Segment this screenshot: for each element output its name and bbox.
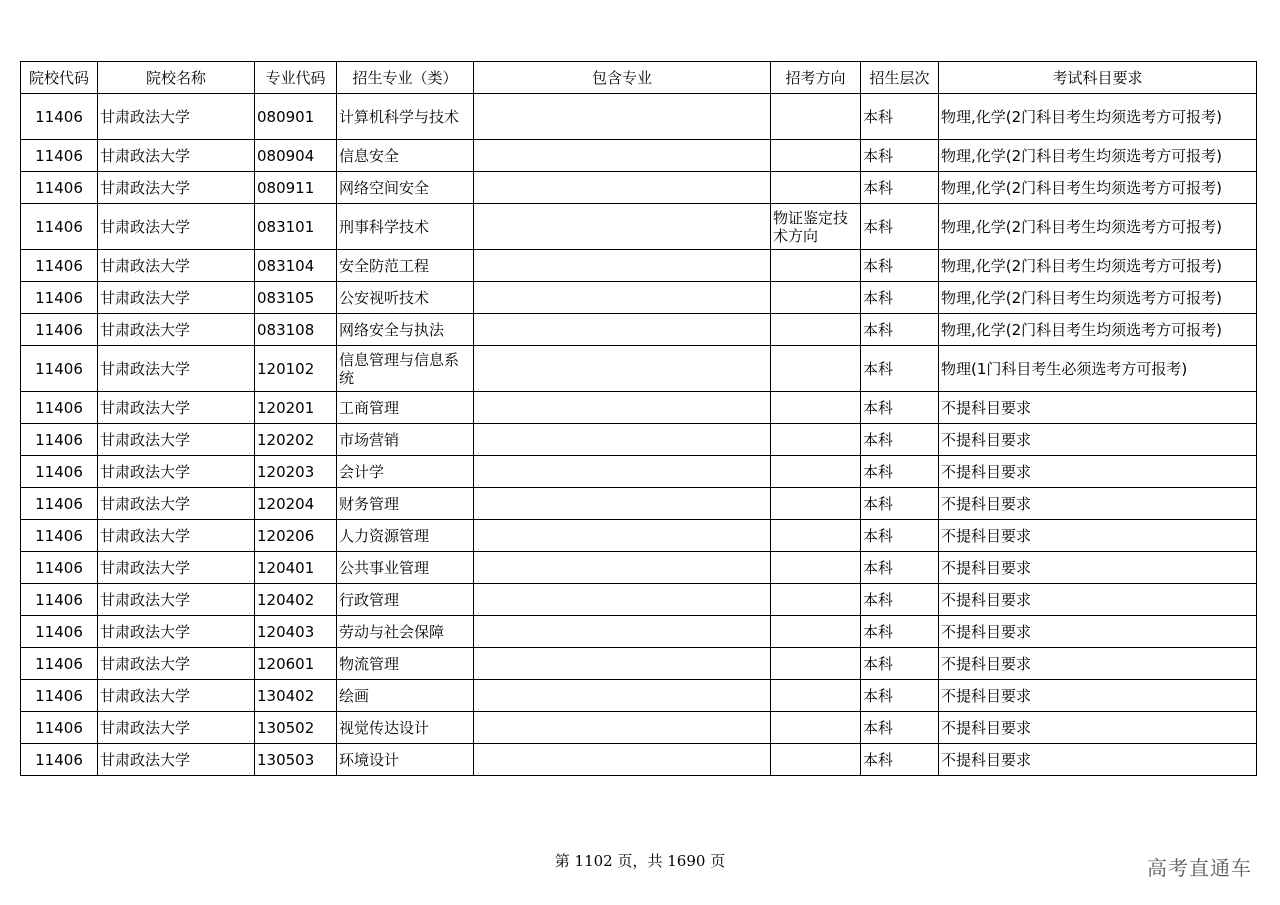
- cell-school-code: 11406: [21, 172, 98, 204]
- cell-direction: [771, 648, 861, 680]
- table-row: [21, 172, 1257, 204]
- cell-school-name: 甘肃政法大学: [98, 456, 255, 488]
- table-row: [21, 282, 1257, 314]
- cell-subject-requirement: 不提科目要求: [939, 520, 1257, 552]
- cell-included-majors: [474, 680, 771, 712]
- cell-major-category: 计算机科学与技术: [337, 94, 474, 140]
- cell-subject-requirement: 不提科目要求: [939, 488, 1257, 520]
- cell-level: 本科: [861, 520, 939, 552]
- cell-direction: [771, 424, 861, 456]
- cell-school-code: 11406: [21, 744, 98, 776]
- cell-school-code: 11406: [21, 680, 98, 712]
- cell-included-majors: [474, 392, 771, 424]
- cell-level: 本科: [861, 712, 939, 744]
- table-row: [21, 520, 1257, 552]
- cell-subject-requirement: 不提科目要求: [939, 424, 1257, 456]
- cell-major-code: 120206: [255, 520, 337, 552]
- cell-major-category: 刑事科学技术: [337, 204, 474, 250]
- table-row: [21, 392, 1257, 424]
- cell-subject-requirement: 不提科目要求: [939, 616, 1257, 648]
- cell-major-category: 会计学: [337, 456, 474, 488]
- cell-school-code: 11406: [21, 712, 98, 744]
- cell-direction: [771, 250, 861, 282]
- cell-subject-requirement: 不提科目要求: [939, 392, 1257, 424]
- cell-major-category: 网络空间安全: [337, 172, 474, 204]
- cell-subject-requirement: 不提科目要求: [939, 456, 1257, 488]
- header-subject-requirement: 考试科目要求: [939, 62, 1257, 94]
- cell-school-name: 甘肃政法大学: [98, 204, 255, 250]
- cell-major-code: 120204: [255, 488, 337, 520]
- cell-school-name: 甘肃政法大学: [98, 250, 255, 282]
- cell-level: 本科: [861, 172, 939, 204]
- cell-major-category: 视觉传达设计: [337, 712, 474, 744]
- header-level: 招生层次: [861, 62, 939, 94]
- cell-level: 本科: [861, 204, 939, 250]
- cell-direction: [771, 616, 861, 648]
- cell-direction: [771, 314, 861, 346]
- cell-major-category: 信息安全: [337, 140, 474, 172]
- cell-level: 本科: [861, 648, 939, 680]
- enrollment-table: [20, 61, 1257, 776]
- cell-included-majors: [474, 648, 771, 680]
- cell-major-category: 人力资源管理: [337, 520, 474, 552]
- table-row: [21, 424, 1257, 456]
- cell-subject-requirement: 物理,化学(2门科目考生均须选考方可报考): [939, 140, 1257, 172]
- cell-subject-requirement: 不提科目要求: [939, 584, 1257, 616]
- cell-direction: [771, 140, 861, 172]
- cell-direction: [771, 488, 861, 520]
- cell-school-code: 11406: [21, 616, 98, 648]
- cell-subject-requirement: 物理,化学(2门科目考生均须选考方可报考): [939, 94, 1257, 140]
- cell-major-category: 工商管理: [337, 392, 474, 424]
- cell-school-name: 甘肃政法大学: [98, 680, 255, 712]
- cell-major-code: 120401: [255, 552, 337, 584]
- cell-school-name: 甘肃政法大学: [98, 392, 255, 424]
- cell-included-majors: [474, 282, 771, 314]
- table-row: [21, 648, 1257, 680]
- header-school-code: 院校代码: [21, 62, 98, 94]
- table-body: [21, 94, 1257, 776]
- header-school-name: 院校名称: [98, 62, 255, 94]
- cell-school-code: 11406: [21, 488, 98, 520]
- cell-direction: [771, 346, 861, 392]
- cell-school-name: 甘肃政法大学: [98, 648, 255, 680]
- table-row: [21, 712, 1257, 744]
- table-row: [21, 204, 1257, 250]
- cell-major-code: 120202: [255, 424, 337, 456]
- table-row: [21, 250, 1257, 282]
- cell-school-name: 甘肃政法大学: [98, 744, 255, 776]
- cell-school-name: 甘肃政法大学: [98, 616, 255, 648]
- cell-major-code: 120203: [255, 456, 337, 488]
- cell-included-majors: [474, 744, 771, 776]
- cell-direction: [771, 680, 861, 712]
- cell-direction: [771, 552, 861, 584]
- cell-included-majors: [474, 346, 771, 392]
- cell-major-code: 120403: [255, 616, 337, 648]
- cell-level: 本科: [861, 488, 939, 520]
- cell-major-code: 130502: [255, 712, 337, 744]
- cell-school-code: 11406: [21, 346, 98, 392]
- cell-included-majors: [474, 140, 771, 172]
- cell-subject-requirement: 物理,化学(2门科目考生均须选考方可报考): [939, 250, 1257, 282]
- cell-major-category: 绘画: [337, 680, 474, 712]
- page-number: 第 1102 页，共 1690 页: [554, 852, 726, 870]
- cell-school-name: 甘肃政法大学: [98, 520, 255, 552]
- cell-level: 本科: [861, 456, 939, 488]
- cell-direction: [771, 584, 861, 616]
- cell-included-majors: [474, 616, 771, 648]
- cell-direction: [771, 94, 861, 140]
- cell-included-majors: [474, 250, 771, 282]
- cell-school-code: 11406: [21, 520, 98, 552]
- cell-subject-requirement: 物理,化学(2门科目考生均须选考方可报考): [939, 172, 1257, 204]
- table-header-row: [21, 62, 1257, 94]
- cell-included-majors: [474, 488, 771, 520]
- table-row: [21, 552, 1257, 584]
- cell-school-name: 甘肃政法大学: [98, 712, 255, 744]
- cell-level: 本科: [861, 680, 939, 712]
- table-row: [21, 488, 1257, 520]
- cell-school-code: 11406: [21, 424, 98, 456]
- cell-subject-requirement: 不提科目要求: [939, 552, 1257, 584]
- cell-level: 本科: [861, 392, 939, 424]
- cell-major-category: 劳动与社会保障: [337, 616, 474, 648]
- cell-school-code: 11406: [21, 140, 98, 172]
- cell-major-code: 120402: [255, 584, 337, 616]
- table-row: [21, 314, 1257, 346]
- cell-level: 本科: [861, 140, 939, 172]
- cell-included-majors: [474, 520, 771, 552]
- cell-subject-requirement: 物理(1门科目考生必须选考方可报考): [939, 346, 1257, 392]
- cell-included-majors: [474, 424, 771, 456]
- table-row: [21, 680, 1257, 712]
- cell-school-name: 甘肃政法大学: [98, 94, 255, 140]
- header-direction: 招考方向: [771, 62, 861, 94]
- cell-major-code: 080901: [255, 94, 337, 140]
- cell-major-category: 财务管理: [337, 488, 474, 520]
- cell-major-category: 公安视听技术: [337, 282, 474, 314]
- table-row: [21, 94, 1257, 140]
- cell-included-majors: [474, 314, 771, 346]
- cell-subject-requirement: 物理,化学(2门科目考生均须选考方可报考): [939, 314, 1257, 346]
- table-row: [21, 584, 1257, 616]
- cell-subject-requirement: 不提科目要求: [939, 680, 1257, 712]
- cell-school-code: 11406: [21, 552, 98, 584]
- cell-included-majors: [474, 94, 771, 140]
- cell-subject-requirement: 物理,化学(2门科目考生均须选考方可报考): [939, 282, 1257, 314]
- cell-included-majors: [474, 456, 771, 488]
- cell-major-code: 130402: [255, 680, 337, 712]
- cell-major-code: 080904: [255, 140, 337, 172]
- cell-level: 本科: [861, 314, 939, 346]
- cell-school-name: 甘肃政法大学: [98, 584, 255, 616]
- cell-school-name: 甘肃政法大学: [98, 346, 255, 392]
- cell-level: 本科: [861, 94, 939, 140]
- cell-major-category: 行政管理: [337, 584, 474, 616]
- cell-subject-requirement: 不提科目要求: [939, 648, 1257, 680]
- watermark: 高考直通车: [1147, 856, 1252, 880]
- cell-level: 本科: [861, 744, 939, 776]
- cell-level: 本科: [861, 282, 939, 314]
- cell-direction: [771, 520, 861, 552]
- table-row: [21, 744, 1257, 776]
- cell-direction: [771, 712, 861, 744]
- cell-included-majors: [474, 552, 771, 584]
- cell-subject-requirement: 不提科目要求: [939, 744, 1257, 776]
- cell-major-category: 信息管理与信息系统: [337, 346, 474, 392]
- cell-level: 本科: [861, 424, 939, 456]
- cell-direction: [771, 392, 861, 424]
- cell-direction: 物证鉴定技术方向: [771, 204, 861, 250]
- table-row: [21, 346, 1257, 392]
- cell-level: 本科: [861, 552, 939, 584]
- cell-major-code: 120201: [255, 392, 337, 424]
- cell-school-name: 甘肃政法大学: [98, 140, 255, 172]
- cell-direction: [771, 744, 861, 776]
- cell-major-code: 080911: [255, 172, 337, 204]
- cell-school-code: 11406: [21, 282, 98, 314]
- cell-school-code: 11406: [21, 314, 98, 346]
- cell-direction: [771, 172, 861, 204]
- cell-level: 本科: [861, 616, 939, 648]
- header-major-code: 专业代码: [255, 62, 337, 94]
- cell-included-majors: [474, 584, 771, 616]
- cell-major-category: 安全防范工程: [337, 250, 474, 282]
- cell-major-category: 网络安全与执法: [337, 314, 474, 346]
- cell-major-code: 120102: [255, 346, 337, 392]
- cell-major-code: 120601: [255, 648, 337, 680]
- cell-school-name: 甘肃政法大学: [98, 552, 255, 584]
- cell-school-name: 甘肃政法大学: [98, 282, 255, 314]
- cell-level: 本科: [861, 346, 939, 392]
- cell-direction: [771, 456, 861, 488]
- cell-subject-requirement: 物理,化学(2门科目考生均须选考方可报考): [939, 204, 1257, 250]
- cell-school-code: 11406: [21, 94, 98, 140]
- cell-major-category: 公共事业管理: [337, 552, 474, 584]
- cell-school-code: 11406: [21, 392, 98, 424]
- cell-school-name: 甘肃政法大学: [98, 488, 255, 520]
- cell-major-code: 130503: [255, 744, 337, 776]
- cell-major-category: 市场营销: [337, 424, 474, 456]
- cell-school-name: 甘肃政法大学: [98, 424, 255, 456]
- cell-subject-requirement: 不提科目要求: [939, 712, 1257, 744]
- cell-school-code: 11406: [21, 648, 98, 680]
- cell-school-code: 11406: [21, 584, 98, 616]
- header-major-category: 招生专业（类）: [337, 62, 474, 94]
- table-row: [21, 616, 1257, 648]
- cell-major-code: 083104: [255, 250, 337, 282]
- cell-direction: [771, 282, 861, 314]
- cell-major-category: 环境设计: [337, 744, 474, 776]
- cell-included-majors: [474, 712, 771, 744]
- cell-level: 本科: [861, 250, 939, 282]
- cell-school-code: 11406: [21, 204, 98, 250]
- cell-level: 本科: [861, 584, 939, 616]
- cell-major-category: 物流管理: [337, 648, 474, 680]
- cell-school-name: 甘肃政法大学: [98, 314, 255, 346]
- table-row: [21, 456, 1257, 488]
- header-included-majors: 包含专业: [474, 62, 771, 94]
- cell-included-majors: [474, 172, 771, 204]
- table-row: [21, 140, 1257, 172]
- cell-school-name: 甘肃政法大学: [98, 172, 255, 204]
- cell-major-code: 083108: [255, 314, 337, 346]
- cell-included-majors: [474, 204, 771, 250]
- cell-school-code: 11406: [21, 250, 98, 282]
- cell-major-code: 083105: [255, 282, 337, 314]
- cell-major-code: 083101: [255, 204, 337, 250]
- cell-school-code: 11406: [21, 456, 98, 488]
